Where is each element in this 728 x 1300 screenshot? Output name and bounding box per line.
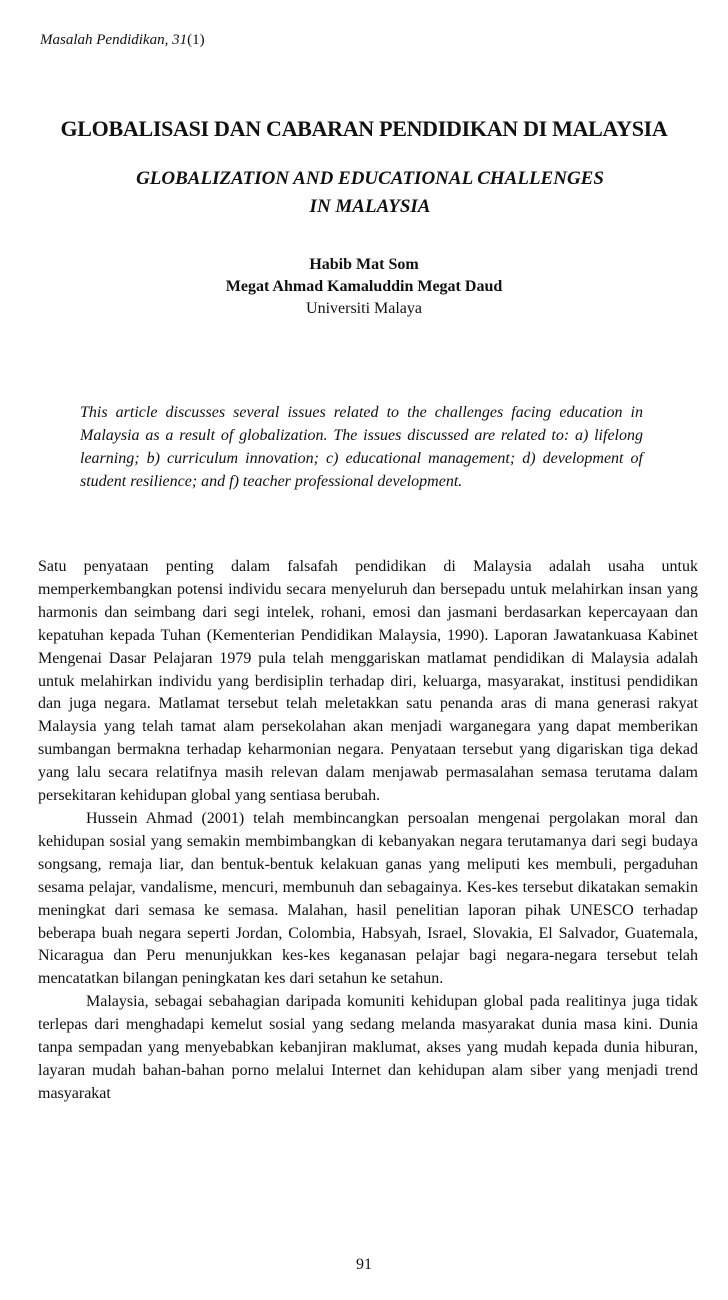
- journal-name: Masalah Pendidikan,: [40, 32, 173, 48]
- paragraph-1: Satu penyataan penting dalam falsafah pendidikan di Malaysia adalah usaha untuk memperkembangkan potensi individu secara menyeluruh dan bersepadu untuk melahirkan insan yang harmonis dan seimbang dari segi intelek, rohani, emosi dan jasmani berdasarkan kepercayaan dan kepatuhan kepada Tuhan (Kementerian Pendidikan Malaysia, 1990). Laporan Jawatankuasa Kabinet Mengenai Dasar Pelajaran 1979 pula telah menggariskan matlamat pendidikan di Malaysia adalah untuk melahirkan individu yang berdisiplin terhadap diri, keluarga, masyarakat, institusi pendidikan dan juga negara. Matlamat tersebut telah meletakkan satu penanda aras di mana generasi rakyat Malaysia yang telah tamat alam persekolahan akan menjadi warganegara yang dapat memberikan sumbangan bermakna terhadap keharmonian negara. Penyataan tersebut yang digariskan tiga dekad yang lalu secara relatifnya masih relevan dalam menjawab permasalahan semasa terutama dalam persekitaran kehidupan global yang sentiasa berubah.: [38, 558, 698, 805]
- affiliation: Universiti Malaya: [306, 300, 422, 317]
- author-1: Habib Mat Som: [309, 256, 419, 273]
- paragraph-3: Malaysia, sebagai sebahagian daripada komuniti kehidupan global pada realitinya juga tidak terlepas dari menghadapi kemelut sosial yang sedang melanda masyarakat dunia masa kini. Dunia tanpa sempadan yang menyebabkan kebanjiran maklumat, akses yang mudah kepada dunia hiburan, layaran mudah bahan-bahan porno melalui Internet dan kehidupan alam siber yang menjadi trend masyarakat: [38, 993, 698, 1102]
- journal-volume: 31: [172, 32, 188, 48]
- abstract: This article discusses several issues related to the challenges facing education in Malaysia as a result of globalization. The issues discussed are related to: a) lifelong learning; b) curriculum innovation; c) educational management; d) development of student resilience; and f) teacher professional development.: [80, 404, 643, 490]
- author-2: Megat Ahmad Kamaluddin Megat Daud: [225, 278, 503, 295]
- journal-issue: (1): [187, 32, 205, 48]
- author-block: [0, 254, 728, 320]
- paragraph-2: Hussein Ahmad (2001) telah membincangkan persoalan mengenai pergolakan moral dan kehidupan sosial yang semakin membimbangkan di kebanyakan negara terutamanya dari segi budaya songsang, remaja liar, dan bentuk-bentuk kelakuan ganas yang meliputi kes membuli, pergaduhan sesama pelajar, vandalisme, mencuri, membunuh dan sebagainya. Kes-kes tersebut dikatakan semakin meningkat dari semasa ke semasa. Malahan, hasil penelitian laporan pihak UNESCO terhadap beberapa buah negara seperti Jordan, Colombia, Habsyah, Israel, Slovakia, El Salvador, Guatemala, Nicaragua dan Peru menunjukkan kes-kes keganasan pelajar bagi negara-negara tersebut telah mencatatkan bilangan peningkatan kes dari setahun ke setahun.: [38, 809, 698, 988]
- journal-header: [40, 32, 205, 49]
- subtitle-line-2: IN MALAYSIA: [309, 196, 431, 217]
- paper-subtitle: [60, 165, 680, 221]
- body-text: [38, 556, 698, 1106]
- page-number: 91: [356, 1256, 372, 1273]
- paper-title: GLOBALISASI DAN CABARAN PENDIDIKAN DI MALAYSIA: [60, 116, 668, 141]
- subtitle-line-1: GLOBALIZATION AND EDUCATIONAL CHALLENGES: [136, 168, 604, 189]
